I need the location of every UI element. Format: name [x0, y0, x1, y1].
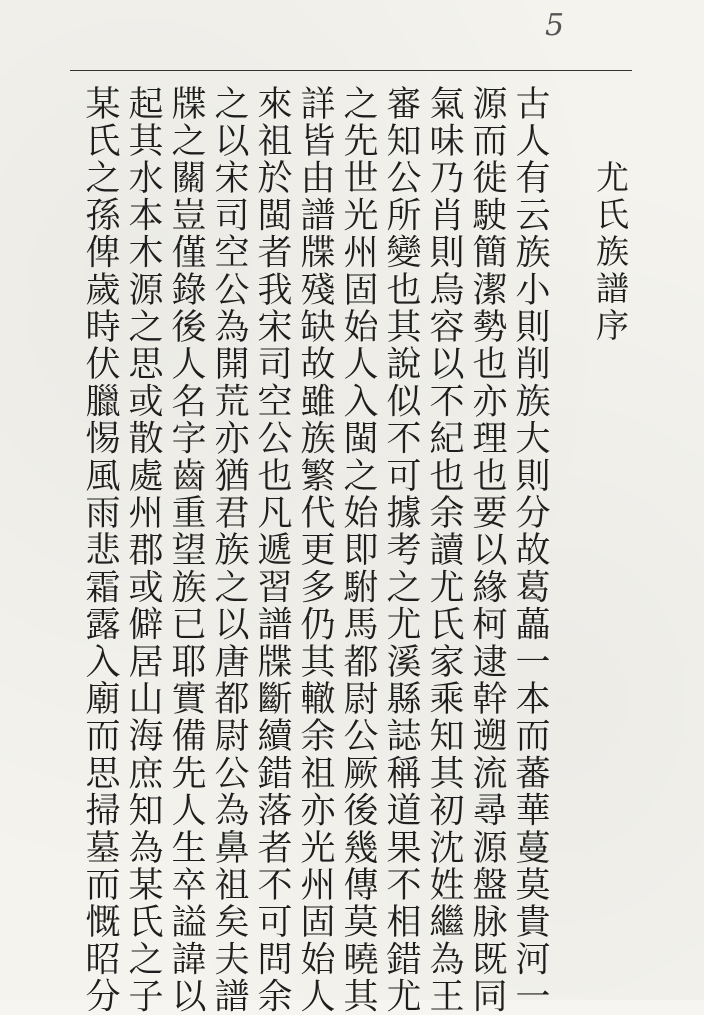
text-column-3: 氣味乃肖則烏容以不紀也余讀尤氏家乘知其初沈姓繼為王 [424, 85, 464, 1015]
text-column-4: 審知公所變也其說似不可據考之尤溪縣誌稱道果不相錯尤 [381, 85, 421, 1015]
text-column-11: 某氏之孫俾歲時伏臘惕風雨悲霜露入廟而思掃墓而慨昭分 [80, 85, 120, 1015]
document-title: 尤氏族譜序 [591, 160, 630, 345]
page-number: 5 [545, 8, 566, 43]
text-column-2: 源而徙駛簡潔勢也亦理也要以緣柯逮幹遡流尋源盤脉既同 [467, 85, 507, 1015]
text-column-8: 之以宋司空公為開荒亦猶君族之以唐都尉公為鼻祖矣夫譜 [209, 85, 249, 1015]
text-column-7: 來祖於閩者我宋司空公也凡遞習譜牒斷續錯落者不可問余 [252, 85, 292, 1015]
text-column-10: 起其水本木源之思或散處州郡或僻居山海庶知為某氏之子 [123, 85, 163, 1015]
text-column-6: 詳皆由譜牒殘缺故雖族繁代更多仍其轍余祖亦光州固始人 [295, 85, 335, 1015]
text-column-5: 之先世光州固始人入閩之始即駙馬都尉公厥後幾傳莫曉其 [338, 85, 378, 1015]
top-rule [70, 70, 632, 71]
text-column-1: 古人有云族小則削族大則分故葛藟一本而蕃華蔓莫貴河一 [510, 85, 550, 1015]
text-column-9: 牒之關豈僅錄後人名字齒重望族已耶實備先人生卒謚諱以 [166, 85, 206, 1015]
